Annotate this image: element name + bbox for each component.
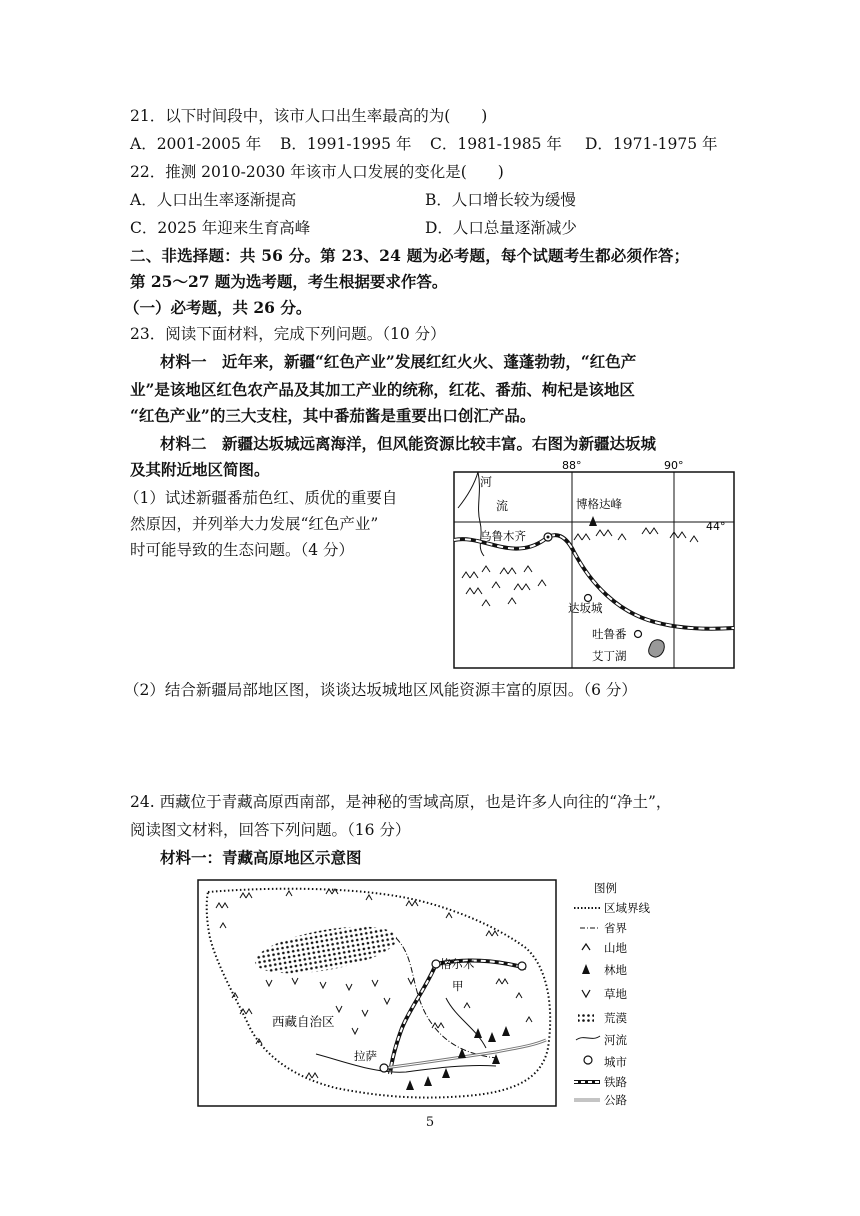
map2-frame bbox=[198, 880, 556, 1106]
legend-forest-icon bbox=[582, 964, 590, 974]
q24-stem-line1: 24. 西藏位于青藏高原西南部，是神秘的雪域高原，也是许多人向往的“净土”， bbox=[130, 793, 672, 811]
jia-label: 甲 bbox=[452, 979, 464, 993]
q21-option-d: D．1971-1975 年 bbox=[585, 135, 718, 153]
q22-option-c: C．2025 年迎来生育高峰 bbox=[130, 219, 311, 237]
legend-highway: 公路 bbox=[604, 1093, 627, 1107]
legend-mountain: 山地 bbox=[604, 941, 627, 955]
q23-material1-line2: 业”是该地区红色农产品及其加工产业的统称，红花、番茄、枸杞是该地区 bbox=[130, 380, 635, 399]
golmud-city-icon bbox=[432, 960, 440, 968]
page-number: 5 bbox=[425, 1115, 435, 1130]
q22-option-a: A．人口出生率逐渐提高 bbox=[130, 191, 297, 209]
section2-heading-line1: 二、非选择题：共 56 分。第 23、24 题为必考题，每个试题考生都必须作答； bbox=[130, 246, 690, 265]
tibet-label: 西藏自治区 bbox=[272, 1014, 335, 1029]
legend-region-boundary: 区域界线 bbox=[604, 901, 650, 915]
q23-part1-line2: 然原因，并列举大力发展“红色产业” bbox=[130, 515, 379, 533]
urumqi-label: 乌鲁木齐 bbox=[480, 529, 526, 543]
region-boundary bbox=[207, 889, 551, 1098]
xinjiang-dabancheng-map bbox=[452, 458, 736, 670]
urumqi-city-dot bbox=[547, 536, 550, 539]
legend-grassland-icon bbox=[582, 990, 590, 997]
golmud-label: 格尔木 bbox=[440, 957, 475, 971]
section2-heading-line2: 第 25～27 题为选考题，考生根据要求作答。 bbox=[130, 272, 448, 291]
rivers bbox=[316, 998, 496, 1072]
river-label-2: 流 bbox=[496, 499, 509, 513]
lhasa-city-icon bbox=[380, 1064, 388, 1072]
lon-label-90: 90° bbox=[664, 459, 684, 472]
aiding-lake-label: 艾丁湖 bbox=[592, 649, 627, 663]
legend-river: 河流 bbox=[604, 1033, 627, 1047]
q23-stem: 23．阅读下面材料，完成下列问题。（10 分） bbox=[130, 325, 446, 343]
bogda-peak-label: 博格达峰 bbox=[576, 497, 622, 511]
legend-forest: 林地 bbox=[604, 963, 627, 977]
q24-material1-title: 材料一：青藏高原地区示意图 bbox=[160, 848, 362, 867]
lon-label-88: 88° bbox=[562, 459, 582, 472]
q21-stem: 21．以下时间段中，该市人口出生率最高的为( ) bbox=[130, 107, 488, 125]
highway-line bbox=[384, 1040, 546, 1068]
q22-option-d: D．人口总量逐渐减少 bbox=[425, 219, 577, 237]
q23-part1-line1: （1）试述新疆番茄色红、质优的重要自 bbox=[124, 489, 398, 507]
q21-option-c: C．1981-1985 年 bbox=[430, 135, 562, 153]
legend-province-boundary: 省界 bbox=[604, 921, 627, 935]
turpan-city-icon bbox=[635, 631, 642, 638]
legend-desert-icon bbox=[578, 1014, 594, 1022]
lhasa-label: 拉萨 bbox=[354, 1049, 377, 1063]
q23-part1-line3: 时可能导致的生态问题。（4 分） bbox=[130, 541, 355, 559]
q23-material2-line1: 材料二 新疆达坂城远离海洋，但风能资源比较丰富。右图为新疆达坂城 bbox=[160, 434, 657, 453]
legend-river-icon bbox=[576, 1036, 600, 1040]
aiding-lake-shape bbox=[649, 640, 665, 657]
q21-option-b: B．1991-1995 年 bbox=[280, 135, 412, 153]
peak-triangle-icon bbox=[589, 516, 597, 526]
dabancheng-label: 达坂城 bbox=[568, 601, 603, 615]
q23-part2: （2）结合新疆局部地区图，谈谈达坂城地区风能资源丰富的原因。（6 分） bbox=[124, 681, 637, 699]
q24-stem-line2: 阅读图文材料，回答下列问题。（16 分） bbox=[130, 821, 411, 839]
section2-subheading: （一）必考题，共 26 分。 bbox=[124, 298, 312, 317]
legend-city: 城市 bbox=[604, 1055, 627, 1069]
desert-area bbox=[252, 918, 401, 982]
q23-material1-line3: “红色产业”的三大支柱，其中番茄酱是重要出口创汇产品。 bbox=[130, 406, 536, 425]
turpan-label: 吐鲁番 bbox=[592, 627, 627, 641]
q23-material1-line1: 材料一 近年来，新疆“红色产业”发展红红火火、蓬蓬勃勃，“红色产 bbox=[160, 352, 637, 371]
lat-label-44: 44° bbox=[706, 520, 726, 533]
legend-desert: 荒漠 bbox=[604, 1011, 627, 1025]
river-label-1: 河 bbox=[480, 475, 493, 489]
legend-mountain-icon bbox=[582, 944, 590, 950]
xining-city-icon bbox=[518, 962, 526, 970]
legend-railway: 铁路 bbox=[604, 1075, 627, 1089]
legend-title: 图例 bbox=[594, 881, 617, 895]
q21-option-a: A．2001-2005 年 bbox=[130, 135, 262, 153]
qinghai-tibet-plateau-map bbox=[196, 878, 654, 1110]
q22-stem: 22．推测 2010-2030 年该市人口发展的变化是( ) bbox=[130, 163, 504, 181]
q23-material2-line2: 及其附近地区简图。 bbox=[130, 460, 270, 479]
legend-grassland: 草地 bbox=[604, 987, 627, 1001]
legend-city-icon bbox=[584, 1056, 592, 1064]
q22-option-b: B．人口增长较为缓慢 bbox=[425, 191, 576, 209]
